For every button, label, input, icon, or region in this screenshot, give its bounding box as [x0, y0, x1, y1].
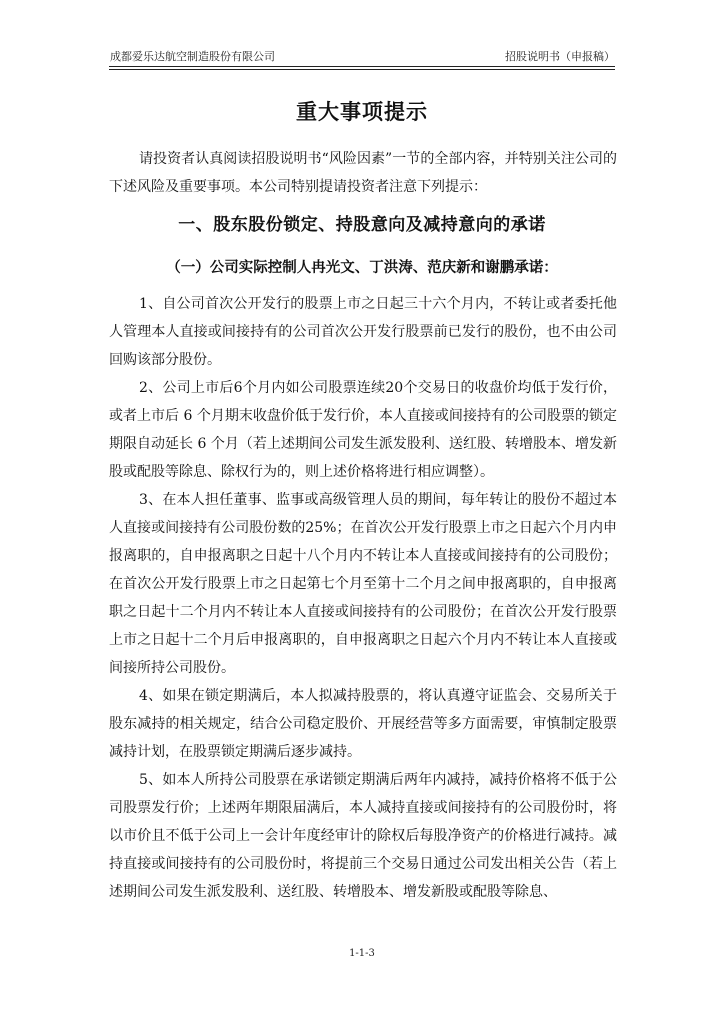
header-rule-top [109, 66, 615, 67]
commitment-list [109, 290, 617, 906]
commitment-paragraph-3: 3、在本人担任董事、监事或高级管理人员的期间，每年转让的股份不超过本人直接或间接持有公司股份数的25%；在首次公开发行股票上市之日起六个月内申报离职的，自申报离职之日起十八个月内不转让本人直接或间接持有的公司股份；在首次公开发行股票上市之日起第七个月至第十二个月之间申报离职的，自申报离职之日起十二个月内不转让本人直接或间接持有的公司股份；在首次公开发行股票上市之日起十二个月后申报离职的，自申报离职之日起六个月内不转让本人直接或间接所持公司股份。 [109, 492, 617, 676]
commitment-paragraph-5: 5、如本人所持公司股票在承诺锁定期满后两年内减持，减持价格将不低于公司股票发行价；上述两年期限届满后，本人减持直接或间接持有的公司股份时，将以市价且不低于公司上一会计年度经审计的除权后每股净资产的价格进行减持。减持直接或间接持有的公司股份时，将提前三个交易日通过公司发出相关公告（若上述期间公司发生派发股利、送红股、转增股本、增发新股或配股等除息、 [109, 772, 617, 900]
header-company: 成都爱乐达航空制造股份有限公司 [110, 50, 275, 63]
header-doc-type: 招股说明书（申报稿） [505, 50, 615, 63]
subsection-heading: （一）公司实际控制人冉光文、丁洪涛、范庆新和谢鹏承诺： [166, 259, 558, 276]
commitment-paragraph-2: 2、公司上市后6个月内如公司股票连续20个交易日的收盘价均低于发行价，或者上市后 6 个月期末收盘价低于发行价，本人直接或间接持有的公司股票的锁定期限自动延长 6 个月（若上述期间公司发生派发股利、送红股、转增股本、增发新股或配股等除息、除权行为的，则上述价格将进行相应调整）。 [109, 380, 617, 480]
header-rule-bottom [109, 69, 615, 70]
page-title: 重大事项提示 [296, 99, 428, 124]
section-heading: 一、股东股份锁定、持股意向及减持意向的承诺 [178, 215, 546, 235]
page-number: 1-1-3 [349, 948, 375, 959]
intro-paragraph: 请投资者认真阅读招股说明书“风险因素”一节的全部内容，并特别关注公司的下述风险及重要事项。本公司特别提请投资者注意下列提示： [109, 151, 617, 195]
commitment-paragraph-4: 4、如果在锁定期满后，本人拟减持股票的，将认真遵守证监会、交易所关于股东减持的相关规定，结合公司稳定股价、开展经营等多方面需要，审慎制定股票减持计划，在股票锁定期满后逐步减持。 [109, 688, 617, 760]
commitment-paragraph-1: 1、自公司首次公开发行的股票上市之日起三十六个月内，不转让或者委托他人管理本人直接或间接持有的公司首次公开发行股票前已发行的股份，也不由公司回购该部分股份。 [109, 296, 617, 368]
page-header [109, 49, 615, 65]
